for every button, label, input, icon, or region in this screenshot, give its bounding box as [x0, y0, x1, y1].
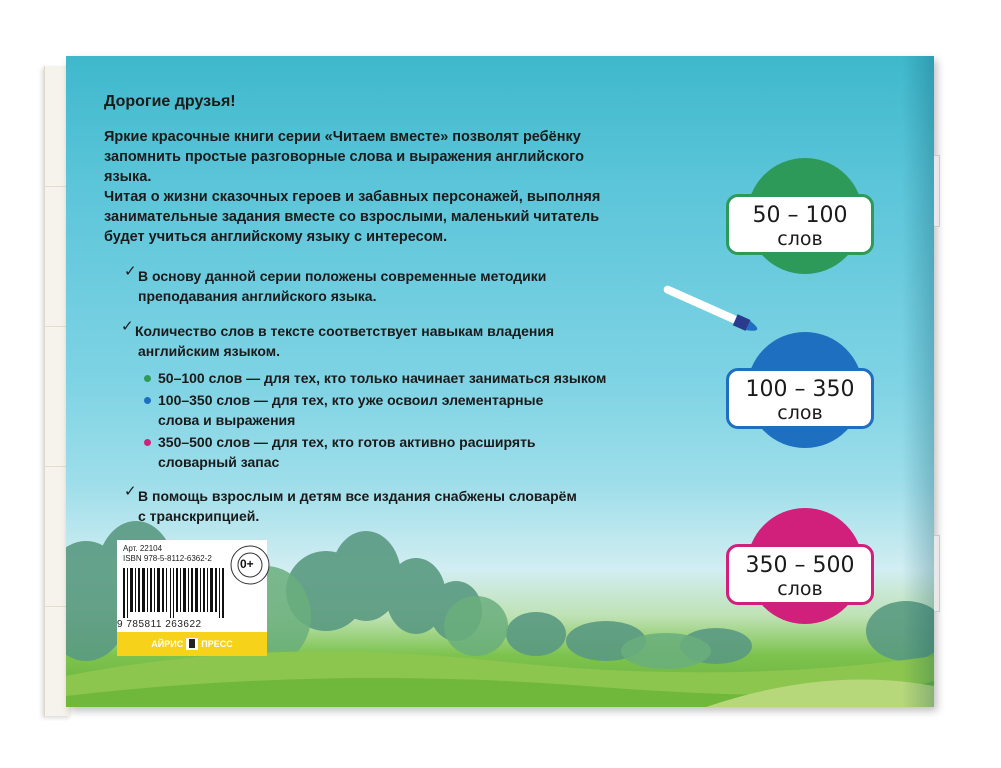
heading: Дорогие друзья! [104, 93, 236, 110]
level-line: словарный запас [158, 454, 280, 470]
level-line: 50–100 слов — для тех, кто только начинает заниматься языком [158, 370, 607, 386]
article-number: Арт. 22104 [123, 544, 163, 553]
intro-line: Читая о жизни сказочных героев и забавных персонажей, выполняя [104, 189, 601, 205]
check-icon: ✓ [121, 318, 134, 335]
intro-line: языка. [104, 169, 152, 185]
intro-line: Яркие красочные книги серии «Читаем вместе» позволят ребёнку [104, 129, 581, 145]
check-icon: ✓ [124, 483, 137, 500]
publisher-mark-icon [186, 638, 198, 650]
level-line: 350–500 слов — для тех, кто готов активно расширять [158, 434, 536, 450]
isbn-text: ISBN 978-5-8112-6362-2 [123, 554, 212, 563]
level-line: 100–350 слов — для тех, кто уже освоил элементарные [158, 392, 544, 408]
word-count-badge-blue [726, 368, 874, 429]
check-line: Количество слов в тексте соответствует навыкам владения [135, 323, 555, 339]
barcode-icon [123, 568, 227, 618]
check-item [135, 321, 554, 361]
intro-paragraph [104, 127, 624, 247]
barcode-digits: 9 785811 263622 [117, 619, 202, 630]
word-count-badge-green [726, 194, 874, 255]
intro-line: занимательные задания вместе со взрослыми, маленький читатель [104, 209, 600, 225]
word-count-badge-magenta [726, 544, 874, 605]
badge-number: 350 – 500 [745, 553, 855, 578]
check-item [138, 266, 546, 306]
cover-tab-top [934, 155, 940, 227]
check-line: с транскрипцией. [138, 508, 260, 524]
badge-number: 50 – 100 [752, 203, 848, 228]
check-line: английским языком. [138, 343, 280, 359]
green-dot-icon [144, 375, 151, 382]
level-item [158, 368, 606, 388]
check-line: преподавания английского языка. [138, 288, 377, 304]
level-line: слова и выражения [158, 412, 296, 428]
level-item [158, 390, 543, 430]
publisher-name-left: АЙРИС [151, 639, 184, 649]
badge-word: слов [777, 578, 823, 600]
check-line: В помощь взрослым и детям все издания снабжены словарём [138, 488, 577, 504]
check-item [138, 486, 577, 526]
badge-word: слов [777, 402, 823, 424]
badge-word: слов [777, 228, 823, 250]
age-rating: 0+ [240, 557, 254, 571]
blue-dot-icon [144, 397, 151, 404]
cover-tab-bottom [934, 535, 940, 612]
check-icon: ✓ [124, 263, 137, 280]
publisher-logo [117, 632, 267, 656]
spine-shadow [902, 56, 934, 707]
intro-line: запомнить простые разговорные слова и выражения английского [104, 149, 585, 165]
magenta-dot-icon [144, 439, 151, 446]
badge-number: 100 – 350 [745, 377, 855, 402]
check-line: В основу данной серии положены современные методики [138, 268, 547, 284]
intro-line: будет учиться английскому языку с интересом. [104, 229, 448, 245]
publisher-name-right: ПРЕСС [201, 639, 233, 649]
level-item [158, 432, 536, 472]
